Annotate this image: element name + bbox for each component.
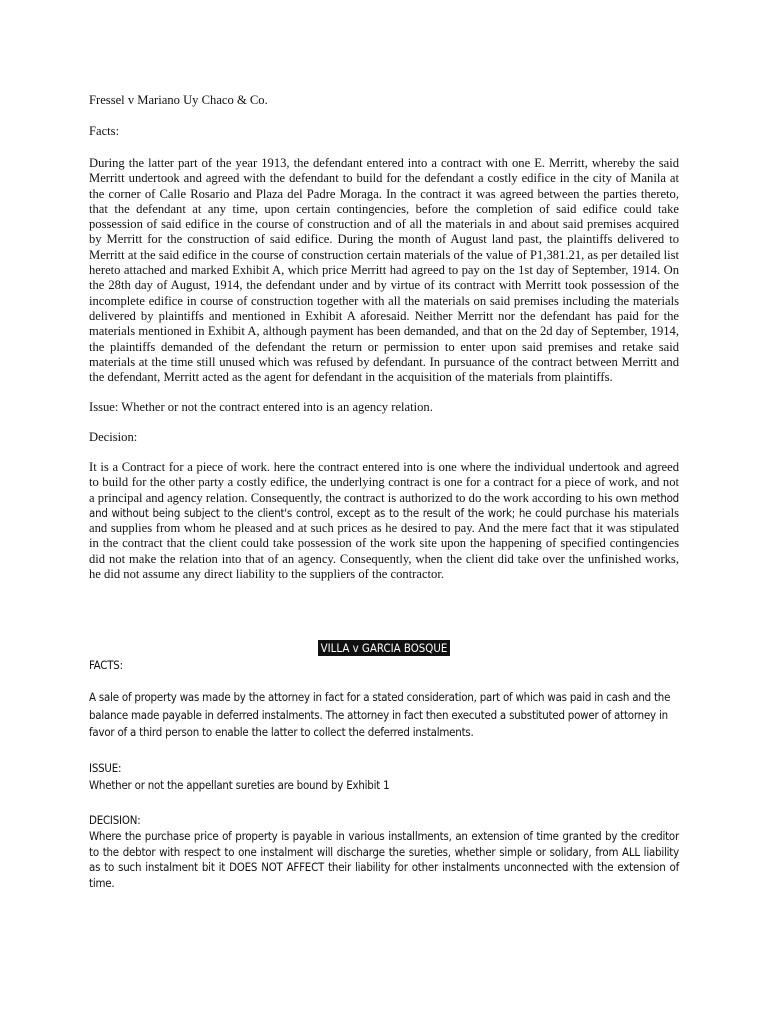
decision-paragraph (89, 460, 679, 582)
case2-title-highlight: VILLA v GARCIA BOSQUE (318, 640, 451, 656)
case2-facts-paragraph: A sale of property was made by the attorney in fact for a stated consideration, part of which was paid in cash and the balance made payable in deferred instalments. The attorney in fact then executed a substituted power of attorney in favor of a third person to enable the latter to collect the deferred instalments. (89, 690, 671, 739)
decision-text-part-2: method and without being subject to the client's control, except as to the result of the work; he could pur (89, 490, 679, 520)
case2-issue-heading: ISSUE: (89, 761, 122, 775)
facts-paragraph: During the latter part of the year 1913, the defendant entered into a contract with one E. Merritt, whereby the said Merritt undertook and agreed with the defendant to build for the defendant a costly edifice in the city of Manila at the corner of Calle Rosario and Plaza del Padre Moraga. In the contract it was agreed between the parties thereto, that the defendant at any time, upon certain contingencies, before the completion of said edifice could take possession of said edifice in the course of construction and of all the materials in and about said premises acquired by Merritt for the construction of said edifice. During the month of August land past, the plaintiffs delivered to Merritt at the said edifice in the course of construction certain materials of the value of P1,381.21, as per detailed list hereto attached and marked Exhibit A, which price Merritt had agreed to pay on the 1st day of September, 1914. On the 28th day of August, 1914, the defendant under and by virtue of its contract with Merritt took possession of the incomplete edifice in course of construction together with all the materials on said premises including the materials delivered by plaintiffs and mentioned in Exhibit A aforesaid. Neither Merritt nor the defendant has paid for the materials mentioned in Exhibit A, although payment has been demanded, and that on the 2d day of September, 1914, the plaintiffs demanded of the defendant the return or permission to enter upon said premises and retake said materials at the time still unused which was refused by defendant. In pursuance of the contract between Merritt and the defendant, Merritt acted as the agent for defendant in the acquisition of the materials from plaintiffs. (89, 156, 679, 385)
case2-issue-paragraph: Whether or not the appellant sureties are bound by Exhibit 1 (89, 778, 390, 792)
issue-paragraph: Issue: Whether or not the contract entered into is an agency relation. (89, 400, 433, 414)
case-title: Fressel v Mariano Uy Chaco & Co. (89, 93, 268, 107)
case2-title-line (89, 639, 679, 657)
decision-text-part-1: It is a Contract for a piece of work. here the contract entered into is one where the individual undertook and agreed to build for the other party a costly edifice, the underlying contract is one for a contract for a piece of work, and not a principal and agency relation. Consequently, the contract is authorized to do the work according to his own (89, 460, 679, 505)
decision-heading: Decision: (89, 430, 138, 444)
case2-decision-heading: DECISION: (89, 813, 141, 827)
decision-text-part-3: chase his materials and supplies from whom he pleased and at such prices as he desired to pay. And the mere fact that it was stipulated in the contract that the client could take possession of the work site upon the happening of specified contingencies did not make the relation into that of an agency. Consequently, when the client did take over the unfinished works, he did not assume any direct liability to the suppliers of the contractor. (89, 505, 679, 582)
case2-decision-paragraph: Where the purchase price of property is payable in various installments, an extension of time granted by the creditor to the debtor with respect to one instalment will discharge the sureties, whether simple or solidary, from ALL liability as to such instalment bit it DOES NOT AFFECT their liability for other instalments unconnected with the extension of time. (89, 829, 679, 890)
case2-facts-heading: FACTS: (89, 658, 123, 672)
facts-heading: Facts: (89, 124, 120, 138)
